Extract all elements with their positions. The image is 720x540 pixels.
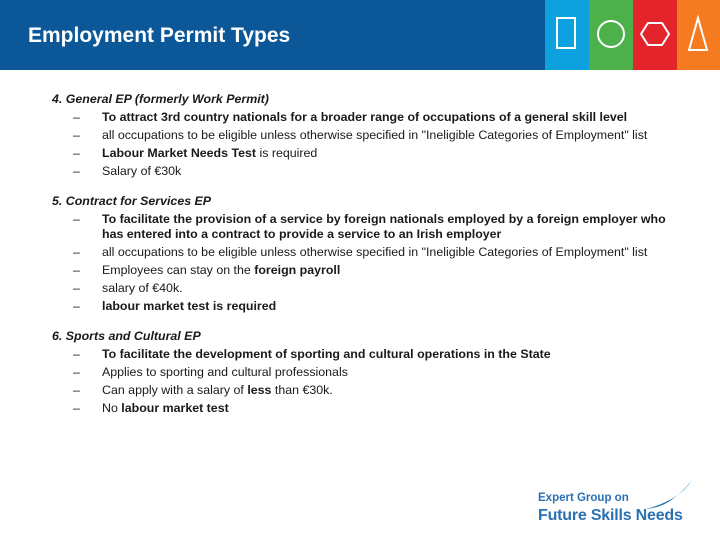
bullet-list bbox=[52, 347, 672, 416]
triangle-outline-icon bbox=[677, 0, 720, 70]
bullet-item bbox=[52, 365, 672, 380]
logo-line-2: Future Skills Needs bbox=[538, 507, 683, 524]
section-title: 5. Contract for Services EP bbox=[52, 194, 212, 208]
bullet-text: than €30k. bbox=[271, 383, 333, 397]
bullet-item bbox=[52, 281, 672, 296]
bullet-item bbox=[52, 245, 672, 260]
bullet-dash: – bbox=[73, 347, 80, 361]
slide-body bbox=[52, 92, 672, 431]
bullet-dash: – bbox=[73, 365, 80, 379]
permit-section bbox=[52, 194, 672, 314]
bullet-dash: – bbox=[73, 281, 80, 295]
bullet-text: foreign payroll bbox=[254, 263, 341, 277]
logo-line-1: Expert Group on bbox=[538, 492, 629, 504]
bullet-dash: – bbox=[73, 164, 80, 178]
bullet-item bbox=[52, 146, 672, 161]
bullet-list bbox=[52, 110, 672, 179]
bullet-list bbox=[52, 212, 672, 314]
bullet-text: Applies to sporting and cultural professionals bbox=[102, 365, 348, 379]
bullet-text: Can apply with a salary of bbox=[102, 383, 248, 397]
rectangle-outline-icon bbox=[545, 0, 589, 70]
bullet-text: No bbox=[102, 401, 122, 415]
permit-section bbox=[52, 329, 672, 416]
slide-title: Employment Permit Types bbox=[28, 24, 291, 47]
bullet-item bbox=[52, 383, 672, 398]
bullet-dash: – bbox=[73, 263, 80, 277]
bullet-text: labour market test bbox=[121, 401, 229, 415]
bullet-text: salary of €40k. bbox=[102, 281, 183, 295]
bullet-dash: – bbox=[73, 212, 80, 226]
bullet-text: less bbox=[247, 383, 272, 397]
bullet-item bbox=[52, 401, 672, 416]
bullet-dash: – bbox=[73, 299, 80, 313]
bullet-item bbox=[52, 347, 672, 362]
bullet-text: all occupations to be eligible unless otherwise specified in "Ineligible Categories of Employment" list bbox=[102, 128, 648, 142]
bullet-item bbox=[52, 110, 672, 125]
bullet-text: all occupations to be eligible unless otherwise specified in "Ineligible Categories of Employment" list bbox=[102, 245, 648, 259]
bullet-text: Salary of €30k bbox=[102, 164, 182, 178]
circle-outline-icon bbox=[589, 0, 633, 70]
expert-group-logo bbox=[530, 478, 710, 530]
bullet-text: Labour Market Needs Test bbox=[102, 146, 257, 160]
bullet-item bbox=[52, 164, 672, 179]
section-title: 4. General EP (formerly Work Permit) bbox=[52, 92, 269, 106]
hexagon-outline-icon bbox=[633, 0, 677, 70]
bullet-dash: – bbox=[73, 383, 80, 397]
header-shape-tiles bbox=[545, 0, 720, 70]
bullet-dash: – bbox=[73, 128, 80, 142]
bullet-text: To facilitate the development of sporting and cultural operations in the State bbox=[102, 347, 551, 361]
bullet-item bbox=[52, 299, 672, 314]
bullet-dash: – bbox=[73, 146, 80, 160]
bullet-text: To attract 3rd country nationals for a broader range of occupations of a general skill level bbox=[102, 110, 628, 124]
header-band bbox=[0, 0, 720, 70]
section-title: 6. Sports and Cultural EP bbox=[52, 329, 201, 343]
bullet-dash: – bbox=[73, 401, 80, 415]
permit-section bbox=[52, 92, 672, 179]
bullet-text: To facilitate the provision of a service by foreign nationals employed by a foreign employer who has entered into a contract to provide a service to an Irish employer bbox=[102, 212, 666, 241]
bullet-text: labour market test is required bbox=[102, 299, 277, 313]
swoosh-logo-icon bbox=[640, 478, 700, 510]
bullet-dash: – bbox=[73, 245, 80, 259]
bullet-text: Employees can stay on the bbox=[102, 263, 255, 277]
bullet-item bbox=[52, 263, 672, 278]
bullet-item bbox=[52, 212, 672, 242]
bullet-text: is required bbox=[256, 146, 318, 160]
bullet-dash: – bbox=[73, 110, 80, 124]
bullet-item bbox=[52, 128, 672, 143]
